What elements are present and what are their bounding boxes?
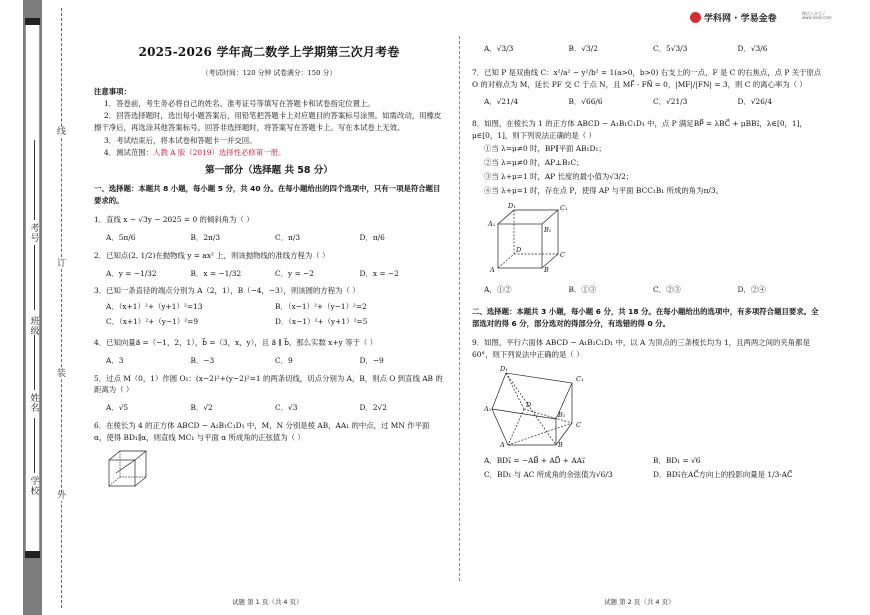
option-d[interactable]: D．x = −2 bbox=[359, 268, 399, 278]
label-A: A bbox=[500, 440, 505, 447]
field-class-line[interactable] bbox=[34, 245, 35, 310]
question-2 bbox=[94, 250, 444, 280]
option-c[interactable]: C．√3 bbox=[275, 403, 298, 413]
question-options bbox=[94, 232, 444, 244]
option-d[interactable]: D．2√2 bbox=[359, 403, 387, 413]
question-stem: 1．直线 x − √3y − 2025 = 0 的倾斜角为（ ） bbox=[94, 214, 254, 224]
field-name-line[interactable] bbox=[34, 335, 35, 390]
page-2-footer: 试题 第 2 页（共 4 页） bbox=[604, 598, 675, 606]
brand-logo-sub: 微信公众号 / www.zxxk.com bbox=[802, 11, 832, 21]
field-id-line[interactable] bbox=[34, 140, 35, 220]
field-class: 班级 bbox=[30, 317, 40, 337]
option-c[interactable]: C．π/3 bbox=[275, 232, 301, 242]
question-9 bbox=[472, 337, 822, 484]
option-c[interactable]: C．②③ bbox=[653, 285, 681, 295]
option-c[interactable]: C．√21/3 bbox=[653, 97, 688, 107]
option-d[interactable]: D．−9 bbox=[359, 355, 384, 365]
label-C: C bbox=[576, 420, 581, 429]
field-name: 姓名 bbox=[30, 394, 40, 414]
note-1: 1．答卷前，考生务必将自己的姓名、准考证号等填写在答题卡和试卷指定位置上。 bbox=[104, 98, 375, 108]
option-d[interactable]: D．BD₁⃗在AC⃗方向上的投影向量是 1/3·AC⃗ bbox=[653, 470, 793, 480]
page-1-footer: 试题 第 1 页（共 4 页） bbox=[232, 598, 303, 606]
column-divider bbox=[459, 36, 460, 581]
section-two-heading: 二、选择题：本题共 3 小题，每小题 6 分，共 18 分。在每小题给出的选项中，有多项符合题目要求。全部选对的得 6 分，部分选对的得部分分，有选错的得 0 分。 bbox=[472, 306, 819, 329]
question-5 bbox=[94, 373, 444, 415]
label-C1: C₁ bbox=[560, 204, 568, 213]
question-stem: 6．在棱长为 4 的正方体 ABCD − A₁B₁C₁D₁ 中，M，N 分别是棱 AB，AA₁ 的中点，过 MN 作平面 α，使得 BD₁∥α，则直线 MC₁ 与平面 α 所成角的正弦值为（ ） bbox=[94, 421, 430, 442]
label-B: B bbox=[558, 440, 563, 447]
question-options bbox=[472, 455, 822, 485]
page-1-column bbox=[94, 36, 444, 492]
label-D1: D₁ bbox=[508, 202, 516, 211]
option-a[interactable]: A．BD₁⃗ = −AB⃗ + AD⃗ + AA₁⃗ bbox=[484, 455, 585, 465]
question-7 bbox=[472, 67, 822, 109]
option-a[interactable]: A．y = −1/32 bbox=[106, 268, 157, 278]
question-stem: 9．如图，平行六面体 ABCD − A₁B₁C₁D₁ 中，以 A 为顶点的三条棱长均为 1，且两两之间的夹角都是 60°，则下列说法中正确的是（ ） bbox=[472, 338, 810, 359]
parallelepiped-figure-q9 bbox=[484, 365, 594, 447]
question-options bbox=[94, 301, 444, 331]
question-stem: 2．已知点(2, 1/2)在抛物线 y = ax² 上，则该抛物线的准线方程为（ ） bbox=[94, 250, 330, 260]
question-stem: 3．已知一条直径的端点分别为 A（2，1），B（−4，−3），则该圆的方程为（ ） bbox=[94, 286, 360, 296]
option-a[interactable]: A．√3/3 bbox=[484, 44, 514, 53]
note-4 bbox=[94, 147, 444, 159]
question-stem: 5．过点 M（0，1）作圆 O₁：(x−2)²+(y−2)²=1 的两条切线，切点分别为 A，B，则点 O 到直线 AB 的距离为（ ） bbox=[94, 373, 443, 395]
option-a[interactable]: A．√5 bbox=[106, 403, 129, 413]
option-d[interactable]: D．π/6 bbox=[359, 232, 385, 242]
strip-cap-bottom bbox=[25, 551, 40, 558]
question-options bbox=[472, 284, 822, 296]
question-stem: 4．已知向量a⃗ =（−1，2，1），b⃗ =（3，x，y），且 a⃗ ∥ b⃗，那么实数 x+y 等于（ ） bbox=[94, 337, 377, 347]
label-A1: A₁ bbox=[484, 404, 492, 413]
question-6-options bbox=[472, 44, 822, 55]
statement-2: ②当 λ=μ≠0 时，AP⊥B₁C； bbox=[484, 158, 584, 168]
label-B1: B₁ bbox=[558, 410, 566, 419]
part-one-heading: 第一部分（选择题 共 58 分） bbox=[205, 165, 333, 177]
option-d[interactable]: D．√3/6 bbox=[737, 44, 768, 53]
binding-word-wai: 外 bbox=[57, 491, 67, 501]
brand-logo bbox=[690, 11, 830, 25]
option-b[interactable]: B．2π/3 bbox=[190, 232, 221, 242]
option-b[interactable]: B．x = −1/32 bbox=[190, 268, 242, 278]
option-b[interactable]: B．√66/6 bbox=[568, 97, 603, 107]
exam-subtitle: （考试时间：120 分钟 试卷满分：150 分） bbox=[201, 69, 337, 78]
binding-word-zhuang: 装 bbox=[57, 369, 67, 379]
label-C1: C₁ bbox=[576, 374, 584, 383]
label-A: A bbox=[490, 266, 495, 275]
question-1 bbox=[94, 214, 444, 244]
field-id: 考号 bbox=[30, 224, 40, 244]
option-d[interactable]: D．√26/4 bbox=[737, 97, 773, 107]
note-4-prefix: 4．测试范围： bbox=[104, 147, 154, 157]
option-b[interactable]: B．−3 bbox=[190, 355, 215, 365]
binding-word-xian: 线 bbox=[57, 127, 67, 137]
label-B1: B₁ bbox=[544, 226, 552, 235]
label-A1: A₁ bbox=[488, 220, 496, 229]
binding-dashed-line bbox=[61, 8, 62, 608]
label-C: C bbox=[560, 251, 565, 260]
question-stem: 8．如图，在棱长为 1 的正方体 ABCD − A₁B₁C₁D₁ 中，点 P 满足BP⃗ = λBC⃗ + μBB₁⃗，λ∈[0，1]，μ∈[0，1]，则下列说法正确的是（ ） bbox=[472, 119, 807, 141]
option-c[interactable]: C．（x+1）²+（y−1）²=9 bbox=[106, 317, 199, 327]
option-a[interactable]: A．①② bbox=[484, 285, 512, 295]
option-d[interactable]: D．（x−1）²+（y+1）²=5 bbox=[275, 317, 368, 327]
question-options bbox=[94, 268, 444, 280]
question-options bbox=[94, 402, 444, 414]
option-a[interactable]: A．3 bbox=[106, 355, 124, 365]
section-one-heading: 一、选择题：本题共 8 小题，每小题 5 分，共 40 分。在每小题给出的四个选项中，只有一项是符合题目要求的。 bbox=[94, 183, 441, 206]
question-3 bbox=[94, 285, 444, 331]
statement-3: ③当 λ+μ=1 时，AP 长度的最小值为√3/2； bbox=[484, 172, 634, 182]
note-2: 2．回答选择题时，选出每小题答案后，用铅笔把答题卡上对应题目的答案标号涂黑。如需改动，用橡皮擦干净后，再选涂其他答案标号。回答非选择题时，将答案写在答题卡上。写在本试卷上无效。 bbox=[94, 111, 442, 133]
option-c[interactable]: C．BD₁ 与 AC 所成角的余弦值为√6/3 bbox=[484, 470, 613, 480]
notes-heading: 注意事项： bbox=[94, 87, 131, 97]
option-b[interactable]: B．（x−1）²+（y−1）²=2 bbox=[275, 302, 367, 312]
option-a[interactable]: A．（x+1）²+（y+1）²=13 bbox=[106, 302, 203, 312]
label-B: B bbox=[544, 266, 549, 275]
note-3: 3．考试结束后，将本试卷和答题卡一并交回。 bbox=[104, 135, 257, 145]
label-D: D bbox=[526, 400, 532, 409]
page-2-column bbox=[472, 44, 822, 484]
statement-1: ①当 λ=μ≠0 时，BP∥平面 AB₁D₁； bbox=[484, 143, 606, 153]
question-8 bbox=[472, 118, 822, 296]
option-a[interactable]: A．√21/4 bbox=[484, 97, 519, 107]
exam-title: 2025-2026 学年高二数学上学期第三次月考卷 bbox=[138, 45, 400, 59]
option-c[interactable]: C．9 bbox=[275, 355, 293, 365]
brand-logo-icon bbox=[690, 12, 701, 23]
brand-logo-text: 学科网 · 学易金卷 bbox=[704, 14, 777, 24]
question-options bbox=[472, 96, 822, 108]
binding-word-ding: 订 bbox=[57, 259, 67, 269]
field-school-line[interactable] bbox=[34, 418, 35, 473]
strip-cap-top bbox=[25, 18, 40, 25]
label-D1: D₁ bbox=[500, 364, 508, 373]
question-4 bbox=[94, 337, 444, 367]
note-4-scope: 人教 A 版（2019）选择性必修第一册。 bbox=[153, 147, 286, 157]
option-c[interactable]: C．y = −2 bbox=[275, 268, 315, 278]
field-school: 学校 bbox=[30, 477, 40, 497]
question-options bbox=[94, 355, 444, 367]
label-D: D bbox=[516, 246, 522, 255]
option-b[interactable]: B．①③ bbox=[568, 285, 597, 295]
option-c[interactable]: C．5√3/3 bbox=[653, 44, 688, 53]
option-d[interactable]: D．②④ bbox=[737, 285, 766, 295]
option-b[interactable]: B．√3/2 bbox=[568, 44, 598, 53]
option-b[interactable]: B．BD₁ = √6 bbox=[653, 455, 701, 465]
question-stem: 7．已知 P 是双曲线 C：x²/a² − y²/b² = 1(a>0，b>0) 右支上的一点，F 是 C 的右焦点，点 P 关于原点 O 的对称点为 M，延长 PF 交 C 于点 N，且 MF⃗ · FN⃗ = 0，|MF|/|FN| = 3，则 C 的离心率为（ ） bbox=[472, 67, 822, 89]
option-b[interactable]: B．√2 bbox=[190, 403, 213, 413]
cube-figure-q8 bbox=[484, 202, 574, 274]
question-6 bbox=[94, 420, 444, 492]
option-a[interactable]: A．5π/6 bbox=[106, 232, 136, 242]
cube-figure-q6 bbox=[106, 448, 152, 488]
statement-4: ④当 λ+μ=1 时，存在点 P，使得 AP 与平面 BCC₁B₁ 所成的角为π/3。 bbox=[484, 186, 724, 196]
